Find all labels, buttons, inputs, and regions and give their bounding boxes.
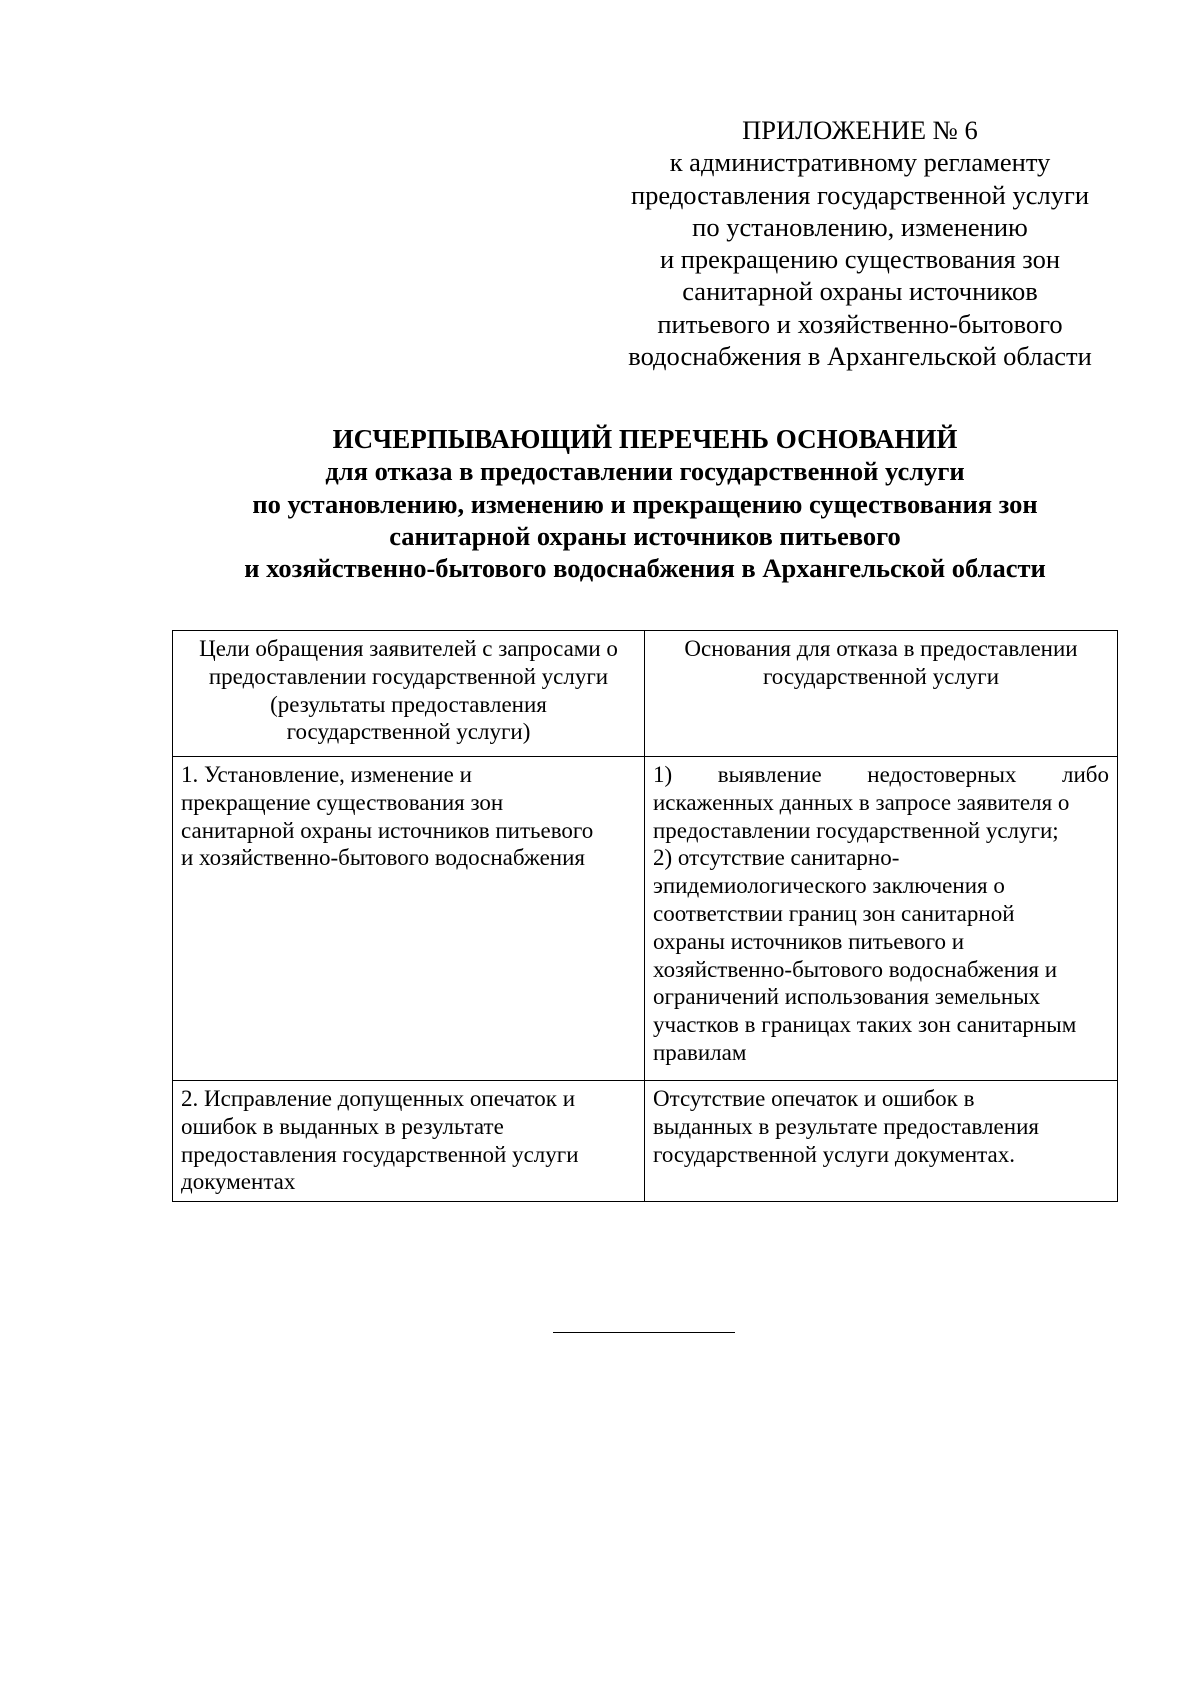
appendix-line: к административному регламенту [669,147,1051,178]
cell-line: прекращение существования зон [181,789,504,815]
header-line: государственной услуги) [286,719,531,745]
document-title-main: ИСЧЕРПЫВАЮЩИЙ ПЕРЕЧЕНЬ ОСНОВАНИЙ [332,424,958,454]
header-line: Цели обращения заявителей с запросами о [199,636,618,661]
justified-line [653,761,1109,789]
header-line: (результаты предоставления [270,691,547,717]
end-divider [553,1332,735,1333]
appendix-line: водоснабжения в Архангельской области [628,341,1092,372]
header-line: государственной услуги [762,663,1000,689]
header-line: Основания для отказа в предоставлении [684,636,1078,661]
document-title-line: и хозяйственно-бытового водоснабжения в Архангельской области [244,553,1046,584]
header-line: предоставлении государственной услуги [208,663,609,689]
cell-line: 1. Установление, изменение и [181,762,472,787]
cell-line: предоставления государственной услуги [181,1141,579,1167]
cell-line: охраны источников питьевого и [653,928,965,954]
appendix-line: предоставления государственной услуги [630,179,1090,210]
document-title-line: санитарной охраны источников питьевого [389,520,901,551]
document-title [150,423,1140,584]
goal-cell [173,1081,645,1202]
header-goals-cell [173,631,645,757]
cell-line: искаженных данных в запросе заявителя о [653,789,1070,815]
appendix-number: ПРИЛОЖЕНИЕ № 6 [742,115,978,145]
cell-line: 2) отсутствие санитарно- [653,845,900,871]
cell-line: и хозяйственно-бытового водоснабжения [181,845,586,871]
document-title-line: по установлению, изменению и прекращению существования зон [252,488,1038,519]
table-row [173,1081,1118,1202]
ground-cell [645,757,1118,1081]
cell-line: ограничений использования земельных [653,984,1041,1010]
cell-line: Отсутствие опечаток и ошибок в [653,1086,975,1111]
word: недостоверных [867,762,1017,787]
cell-line: ошибок в выданных в результате [181,1113,504,1139]
cell-line: санитарной охраны источников питьевого [181,817,594,843]
appendix-line: санитарной охраны источников [682,276,1038,307]
appendix-line: и прекращению существования зон [659,244,1061,275]
table-row [173,757,1118,1081]
goal-cell [173,757,645,1081]
cell-line: правилам [653,1039,747,1065]
cell-line: документах [181,1169,296,1195]
appendix-header [610,114,1110,372]
cell-line: эпидемиологического заключения о [653,873,1005,899]
cell-line: выданных в результате предоставления [653,1113,1039,1139]
cell-line: государственной услуги документах. [653,1141,1015,1167]
document-title-line: для отказа в предоставлении государственной услуги [325,456,965,487]
header-grounds-cell [645,631,1118,757]
cell-line: участков в границах таких зон санитарным [653,1012,1077,1038]
word: 1) [653,762,673,787]
cell-line: 2. Исправление допущенных опечаток и [181,1086,576,1111]
refusal-grounds-table [172,630,1118,1202]
cell-line: хозяйственно-бытового водоснабжения и [653,956,1058,982]
word: выявление [717,762,822,787]
appendix-line: по установлению, изменению [692,211,1028,242]
cell-line: предоставлении государственной услуги; [653,817,1059,843]
word: либо [1061,762,1109,787]
cell-line: соответствии границ зон санитарной [653,900,1015,926]
appendix-line: питьевого и хозяйственно-бытового [657,308,1063,339]
table-header-row [173,631,1118,757]
ground-cell [645,1081,1118,1202]
